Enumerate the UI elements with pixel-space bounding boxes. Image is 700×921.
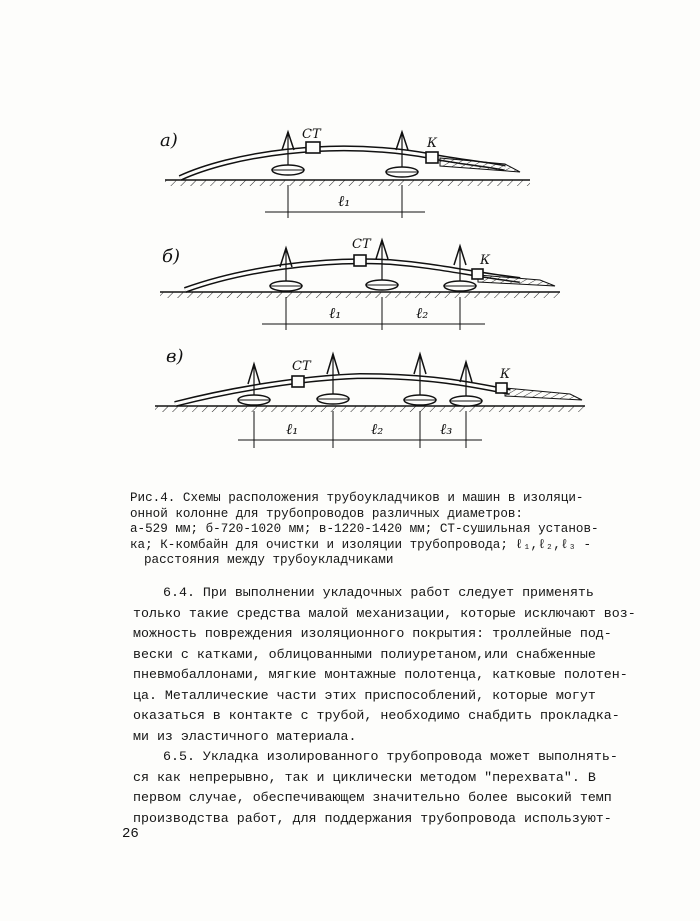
caption-line: онной колонне для трубопроводов различных диаметров: (130, 506, 523, 521)
panel-a (160, 127, 530, 218)
span-label-c-2: ℓ₂ (371, 420, 384, 438)
paragraph-line: оказаться в контакте с трубой, необходимо снабдить прокладка- (133, 708, 620, 723)
figure-caption (130, 491, 630, 569)
caption-line: расстояния между трубоукладчиками (144, 553, 394, 567)
paragraph-line: пневмобаллонами, мягкие монтажные полотенца, катковые полотен- (133, 667, 628, 682)
paragraph-line: можность повреждения изоляционного покрытия: троллейные под- (133, 626, 612, 641)
dryer-label-a: СТ (302, 127, 321, 142)
paragraph-line: ся как непрерывно, так и циклически методом "перехвата". В (133, 769, 596, 785)
panel-c-label: в) (166, 346, 184, 367)
dryer-box-a (306, 142, 320, 153)
combine-label-a: К (427, 136, 438, 151)
ground-hatch-b (160, 292, 560, 298)
paragraph-line: ми из эластичного материала. (133, 728, 357, 744)
combine-box-a (426, 152, 438, 163)
paragraph-line: первом случае, обеспечивающем значительно более высокий темп (133, 790, 612, 805)
caption-line: ка; К-комбайн для очистки и изоляции трубопровода; ℓ₁,ℓ₂,ℓ₃ - (130, 537, 592, 552)
dryer-label-b: СТ (352, 237, 371, 252)
ground-hatch-a (165, 180, 530, 186)
span-label-b-2: ℓ₂ (416, 304, 429, 322)
caption-line: а-529 мм; б-720-1020 мм; в-1220-1420 мм; СТ-сушильная установ- (130, 522, 599, 536)
paragraph-line: 6.4. При выполнении укладочных работ следует применять (163, 585, 594, 600)
dryer-box-c (292, 376, 304, 387)
span-label-b-1: ℓ₁ (329, 304, 342, 322)
panel-a-label: а) (160, 130, 178, 151)
combine-label-c: К (500, 367, 511, 382)
combine-label-b: К (480, 253, 491, 268)
span-label-c-1: ℓ₁ (286, 420, 299, 438)
caption-line: Рис.4. Схемы расположения трубоукладчиков и машин в изоляци- (130, 491, 584, 505)
dryer-label-c: СТ (292, 359, 311, 374)
coated-pipe-c (505, 388, 582, 400)
combine-box-c (496, 383, 507, 393)
panel-c (155, 346, 585, 448)
page-number: 26 (122, 826, 139, 842)
panel-b (160, 237, 560, 330)
panel-b-label: б) (162, 246, 181, 267)
ground-hatch-c (155, 406, 585, 412)
coated-pipe-a (440, 158, 520, 172)
paragraph-line: производства работ, для поддержания трубопровода используют- (133, 810, 612, 826)
combine-box-b (472, 269, 483, 279)
paragraph-line: вески с катками, облицованными полиуретаном,или снабженные (133, 646, 596, 662)
span-label-c-3: ℓ₃ (440, 420, 453, 438)
body-text (133, 583, 636, 829)
dimension-b (262, 297, 485, 330)
span-label-a-1: ℓ₁ (338, 192, 351, 210)
paragraph-line: 6.5. Укладка изолированного трубопровода может выполнять- (163, 749, 618, 764)
paragraph-line: ца. Металлические части этих приспособлений, которые могут (133, 687, 596, 703)
dryer-box-b (354, 255, 366, 266)
paragraph-line: только такие средства малой механизации, которые исключают воз- (133, 605, 636, 621)
